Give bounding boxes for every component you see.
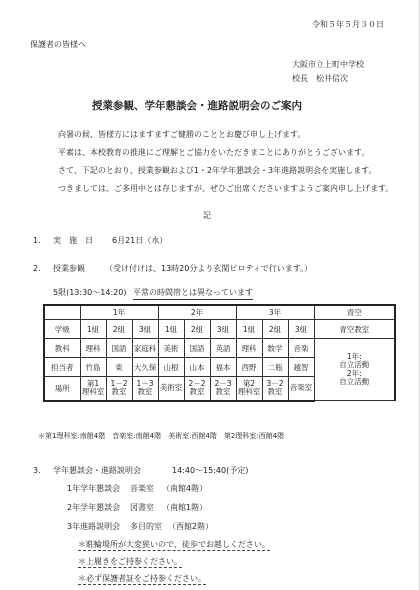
intro-line-4: つきましては、ご多用中とは存じますが、ぜひご出席くださいますようご案内申し上げます。	[58, 184, 394, 193]
rooms-note: ＊第1理科室:南館4階 音楽室:南館4階 美術室:西館4階 第2理科室:西館4階	[38, 432, 285, 440]
aozora-classroom-header: 青空教室	[314, 320, 395, 339]
place-cell	[80, 377, 106, 401]
note-guardian-pass: ＊必ず保護者証をご持参ください。	[78, 574, 206, 583]
item2-label: 授業参観	[53, 264, 85, 273]
class-cell: 3組	[132, 320, 158, 339]
place-line: 2－3	[214, 378, 232, 388]
meeting-grade: 1年学年懇談会	[67, 484, 121, 493]
issue-date: 令和５年５月３０日	[312, 20, 384, 29]
grade-3-header: 3年	[236, 305, 314, 320]
school-name: 大阪市立上町中学校	[292, 60, 364, 69]
place-line: 3－2	[266, 378, 284, 388]
place-cell	[262, 377, 288, 401]
class-cell: 2組	[262, 320, 288, 339]
place-cell	[106, 377, 132, 401]
place-cell	[132, 377, 158, 401]
aozora-line: 自立活動	[339, 360, 370, 369]
teacher-cell: 竹島	[80, 358, 106, 377]
subject-cell: 理科	[236, 339, 262, 358]
aozora-line: 2年:	[346, 368, 362, 378]
recipient: 保護者の皆様へ	[30, 40, 86, 49]
teacher-cell: 西野	[236, 358, 262, 377]
place-line: 美術室	[159, 383, 183, 392]
row-label-teacher: 担当者	[44, 358, 80, 377]
item2-period: 5限(13:30～14:20)	[53, 288, 127, 297]
place-cell	[158, 377, 184, 401]
class-row	[44, 320, 395, 339]
aozora-activity-cell	[314, 339, 395, 401]
item3-label: 学年懇談会・進路説明会	[53, 466, 141, 475]
ki-heading: 記	[203, 211, 211, 220]
item1-number: 1.	[33, 236, 41, 245]
class-cell: 2組	[184, 320, 210, 339]
teacher-cell: 二瓶	[262, 358, 288, 377]
note-indoor-shoes: ＊上履きをご持参ください。	[78, 557, 182, 566]
class-cell: 1組	[80, 320, 106, 339]
place-line: 教室	[267, 387, 283, 397]
teacher-cell: 東	[106, 358, 132, 377]
intro-line-3: さて、下記のとおり、授業参観および1・2年学年懇談会・3年進路説明会を実施します。	[58, 166, 377, 175]
item1-date: 6月21日（水）	[112, 236, 168, 245]
subject-cell: 数学	[262, 339, 288, 358]
place-line: 1－3	[136, 378, 154, 388]
row-label-subject: 教科	[44, 339, 80, 358]
place-cell	[210, 377, 236, 401]
item2-reception-note: （受け付けは、13時20分より玄関ピロティで行います。）	[105, 264, 313, 273]
document-title: 授業参観、学年懇談会・進路説明会のご案内	[92, 100, 302, 112]
meeting-room: 図書室	[130, 503, 154, 512]
teacher-cell: 山根	[158, 358, 184, 377]
subject-cell: 美術	[158, 339, 184, 358]
place-cell	[236, 377, 262, 401]
item1-label: 実 施 日	[53, 236, 93, 245]
place-line: 1－2	[110, 378, 128, 388]
place-line: 理科室	[237, 387, 261, 397]
note-bicycle: ＊駐輪場所が大変狭いので、徒歩でお越しください。	[78, 540, 270, 549]
place-line: 第2	[242, 378, 256, 388]
row-label-class: 学級	[44, 320, 80, 339]
place-cell	[288, 377, 314, 401]
principal-name: 校長 松井信次	[292, 74, 348, 83]
meeting-room: 多目的室	[130, 522, 162, 531]
subject-cell: 国語	[106, 339, 132, 358]
aozora-line: 自立活動	[339, 377, 370, 386]
place-line: 理科室	[81, 387, 105, 397]
item3-time: 14:40～15:40(予定)	[172, 466, 249, 475]
row-label-place: 場所	[44, 377, 80, 401]
class-cell: 1組	[236, 320, 262, 339]
aozora-line: 1年:	[346, 351, 362, 361]
subject-cell: 英語	[210, 339, 236, 358]
class-cell: 2組	[106, 320, 132, 339]
teacher-cell: 越智	[288, 358, 314, 377]
intro-line-1: 向暑の候、皆様方にはますますご健勝のこととお慶び申し上げます。	[58, 130, 306, 139]
grade-header-row	[44, 305, 395, 320]
place-line: 教室	[189, 387, 205, 397]
place-line: 教室	[137, 387, 153, 397]
class-cell: 3組	[288, 320, 314, 339]
place-line: 教室	[111, 387, 127, 397]
meeting-floor: （南館4階）	[162, 484, 208, 493]
item2-period-note: 平常の時間帯とは異なっています	[133, 288, 253, 300]
aozora-grade-header: 青空	[314, 305, 395, 320]
grade-2-header: 2年	[158, 305, 236, 320]
place-line: 教室	[215, 387, 231, 397]
meeting-floor: （西館2階）	[168, 522, 214, 531]
item3-number: 3.	[33, 466, 41, 475]
intro-line-2: 平素は、本校教育の推進にご理解とご協力をいただきまことにありがとうございます。	[58, 148, 370, 157]
subject-cell: 国語	[184, 339, 210, 358]
meeting-grade: 2年学年懇談会	[67, 503, 121, 512]
teacher-cell: 山本	[184, 358, 210, 377]
place-line: 音楽室	[289, 383, 313, 392]
grade-1-header: 1年	[80, 305, 158, 320]
class-cell: 3組	[210, 320, 236, 339]
place-line: 2－2	[188, 378, 206, 388]
place-line: 第1	[86, 378, 100, 388]
subject-cell: 家庭科	[132, 339, 158, 358]
teacher-cell: 大久保	[132, 358, 158, 377]
meeting-grade: 3年進路説明会	[67, 522, 121, 531]
class-cell: 1組	[158, 320, 184, 339]
subject-cell: 音楽	[288, 339, 314, 358]
subject-cell: 理科	[80, 339, 106, 358]
item2-number: 2.	[33, 264, 41, 273]
teacher-cell: 福本	[210, 358, 236, 377]
meeting-floor: （南館1階）	[162, 503, 208, 512]
meeting-room: 音楽室	[130, 484, 154, 493]
schedule-table	[43, 304, 396, 402]
place-cell	[184, 377, 210, 401]
subject-row	[44, 339, 395, 358]
corner-cell	[44, 305, 80, 320]
